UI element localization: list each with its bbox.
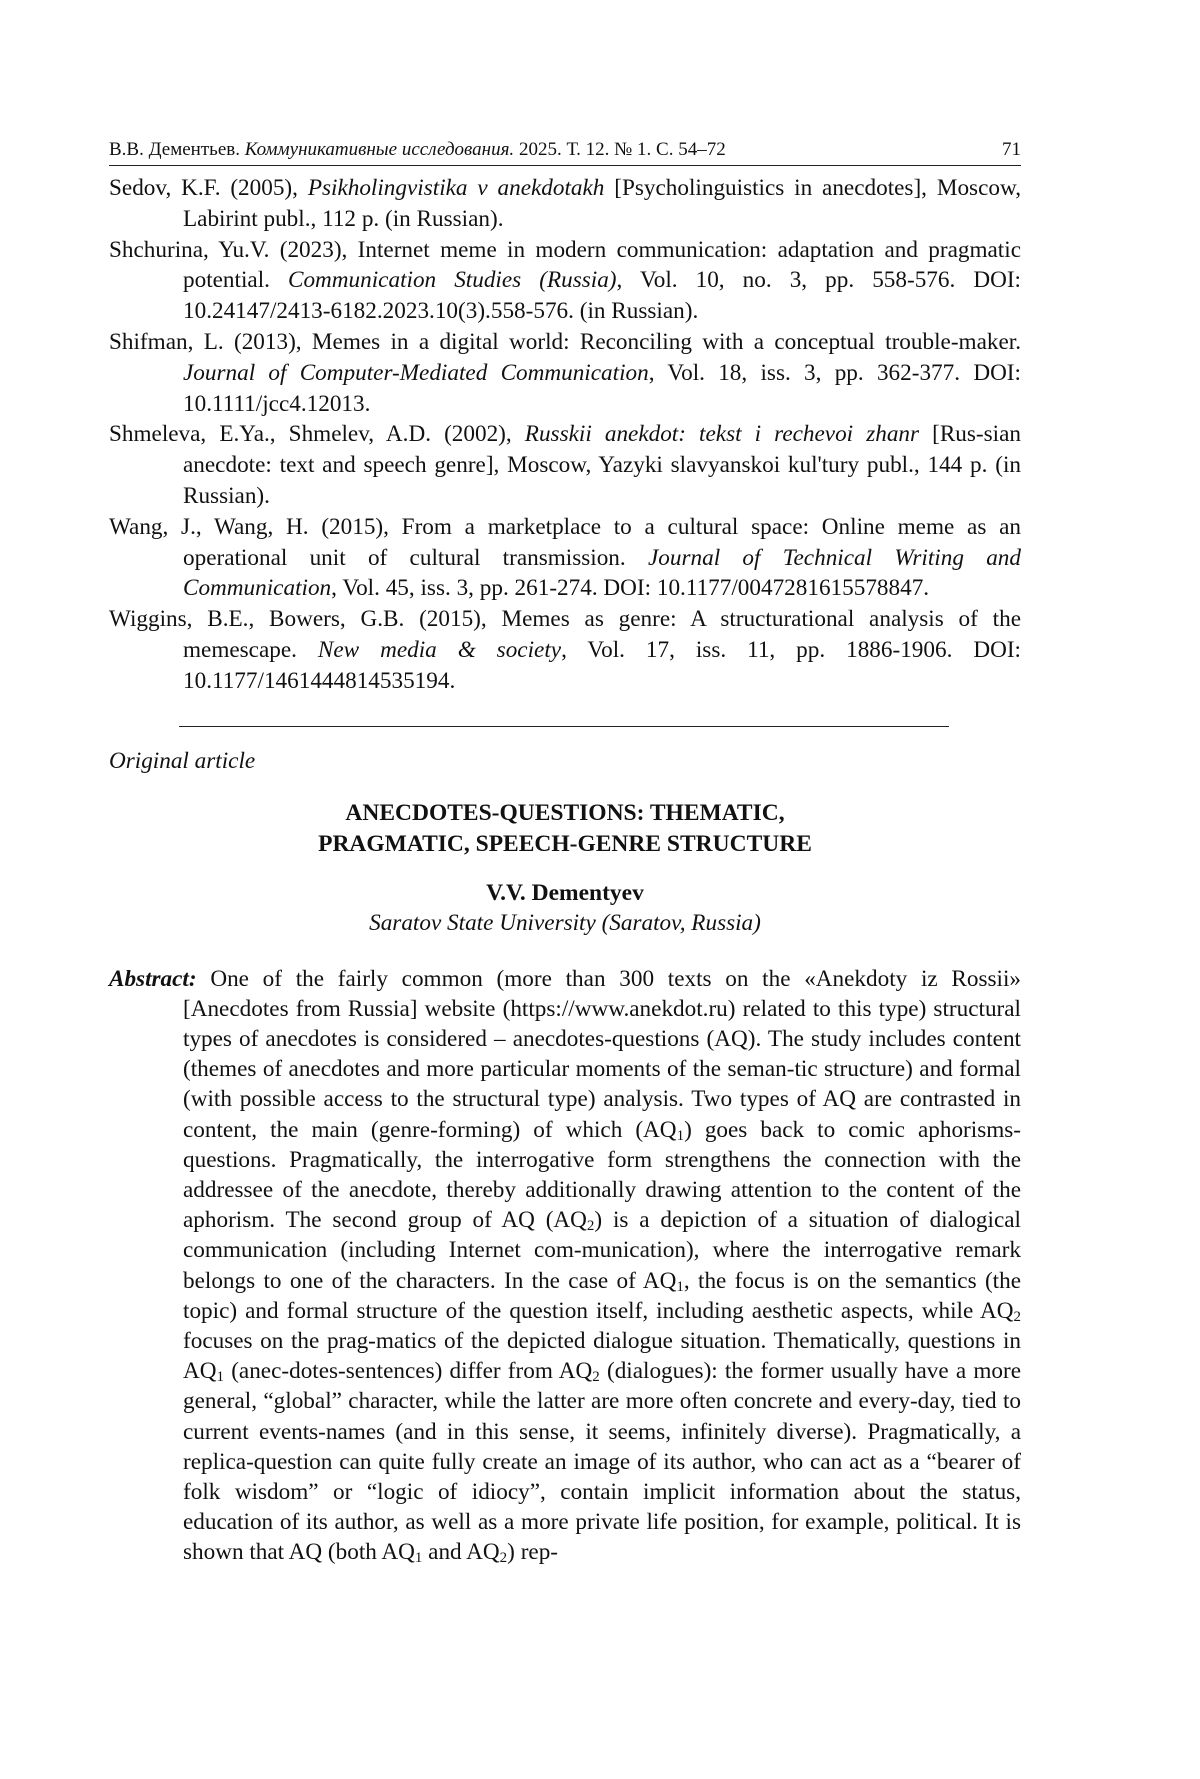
reference-text: Wang, J., Wang, H. (2015), From a marketplace to a cultural space: Online meme as an operational unit of cultural transmission.	[109, 513, 1021, 571]
abstract-text: One of the fairly common (more than 300 texts on the «Anekdoty iz Rossii» [Anecdotes from Russia] website (https://www.anekdot.ru) related to this type) structural types of anecdotes is considered – anecdotes-questions (AQ). The study includes content (themes of anecdotes and more particular moments of the seman-tic structure) and formal (with possible access to the structural type) analysis. Two types of AQ are contrasted in content, the main (genre-forming) of which (AQ	[183, 965, 1021, 1143]
journal-page	[109, 138, 1021, 1568]
reference-title: New media & society	[317, 636, 562, 663]
reference-title: Psikholingvistika v anekdotakh	[307, 175, 605, 201]
reference-item	[109, 235, 1021, 327]
abstract-text: and AQ	[422, 1539, 500, 1566]
page-number: 71	[1002, 139, 1021, 160]
reference-text: Shchurina, Yu.V. (2023), Internet meme in modern communication: adaptation and pragmatic potential.	[109, 236, 1021, 294]
reference-text: [Psycholinguistics in anecdotes], Moscow, Labirint publ., 112 p. (in Russian).	[183, 175, 1021, 232]
reference-item	[109, 604, 1021, 696]
subscript: 1	[676, 1127, 685, 1144]
subscript: 2	[592, 1369, 600, 1386]
subscript: 2	[586, 1218, 595, 1235]
abstract-text: ) rep-	[507, 1539, 559, 1566]
reference-text: , Vol. 17, iss. 11, pp. 1886-1906. DOI: 10.1177/1461444814535194.	[183, 636, 1021, 694]
reference-text: , Vol. 18, iss. 3, pp. 362-377. DOI: 10.1111/jcc4.12013.	[183, 359, 1021, 417]
article-author: V.V. Dementyev	[486, 879, 644, 906]
reference-item	[109, 512, 1021, 604]
abstract-text: ) is a depiction of a situation of dialogical communication (including Internet com-munication), where the interrogative remark belongs to one of the characters. In the case of AQ	[183, 1207, 1021, 1294]
reference-text: , Vol. 10, no. 3, pp. 558-576. DOI: 10.24147/2413-6182.2023.10(3).558-576. (in Russian).	[183, 267, 1022, 325]
abstract-label: Abstract:	[109, 965, 197, 992]
abstract-text: , the focus is on the semantics (the topic) and formal structure of the question itself, including aesthetic aspects, while AQ	[183, 1267, 1021, 1324]
running-header	[109, 138, 1021, 166]
reference-list	[109, 173, 1021, 697]
reference-text: Sedov, K.F. (2005),	[109, 175, 308, 201]
reference-title: Journal of Computer-Mediated Communication	[183, 359, 649, 386]
abstract	[109, 964, 1021, 1568]
reference-text: Shmeleva, E.Ya., Shmelev, A.D. (2002),	[109, 421, 525, 448]
author-affiliation: Saratov State University (Saratov, Russia)	[369, 909, 761, 936]
reference-item	[109, 173, 1021, 235]
subscript: 2	[499, 1550, 508, 1567]
abstract-text: ) goes back to comic aphorisms-questions. Pragmatically, the interrogative form strengthens the connection with the addressee of the anecdote, thereby additionally drawing attention to the content of the aphorism. The second group of AQ (AQ	[183, 1116, 1022, 1234]
abstract-text: focuses on the prag-matics of the depicted dialogue situation. Thematically, questions in AQ	[183, 1327, 1021, 1385]
section-divider	[179, 726, 949, 727]
header-issue: 2025. Т. 12. № 1. С. 54–72	[518, 139, 726, 160]
header-citation	[109, 138, 726, 162]
subscript: 1	[414, 1550, 423, 1567]
reference-text: Shifman, L. (2013), Memes in a digital world: Reconciling with a conceptual trouble-maker.	[109, 328, 1021, 355]
article-type-label: Original article	[109, 747, 256, 774]
reference-text: Wiggins, B.E., Bowers, G.B. (2015), Memes as genre: A structurational analysis of the memescape.	[109, 606, 1021, 663]
subscript: 2	[1013, 1308, 1021, 1325]
reference-text: [Rus-sian anecdote: text and speech genre], Moscow, Yazyki slavyanskoi kul'tury publ., 144 p. (in Russian).	[183, 421, 1021, 509]
reference-title: Communication Studies (Russia)	[288, 267, 617, 294]
abstract-text: (anec-dotes-sentences) differ from AQ	[224, 1358, 593, 1385]
article-title	[109, 798, 1021, 860]
subscript: 1	[676, 1278, 684, 1295]
header-authors: В.В. Дементьев.	[109, 139, 240, 160]
reference-title: Journal of Technical Writing and Communication	[183, 544, 1021, 602]
subscript: 1	[216, 1369, 224, 1386]
reference-item	[109, 327, 1021, 419]
reference-text: , Vol. 45, iss. 3, pp. 261-274. DOI: 10.1177/0047281615578847.	[331, 575, 930, 602]
abstract-text: (dialogues): the former usually have a more general, “global” character, while the latter are more often concrete and every-day, tied to current events-names (and in this sense, it seems, infinitely diverse). Pragmatically, a replica-question can quite fully create an image of its author, who can act as a “bearer of folk wisdom” or “logic of idiocy”, contain implicit information about the status, education of its author, as well as a more private life position, for example, political. It is shown that AQ (both AQ	[183, 1358, 1021, 1566]
reference-item	[109, 419, 1021, 511]
title-line: PRAGMATIC, SPEECH-GENRE STRUCTURE	[318, 830, 812, 857]
reference-title: Russkii anekdot: tekst i rechevoi zhanr	[524, 421, 920, 448]
header-journal: Коммуникативные исследования.	[244, 139, 515, 160]
title-line: ANECDOTES-QUESTIONS: THEMATIC,	[345, 799, 785, 826]
